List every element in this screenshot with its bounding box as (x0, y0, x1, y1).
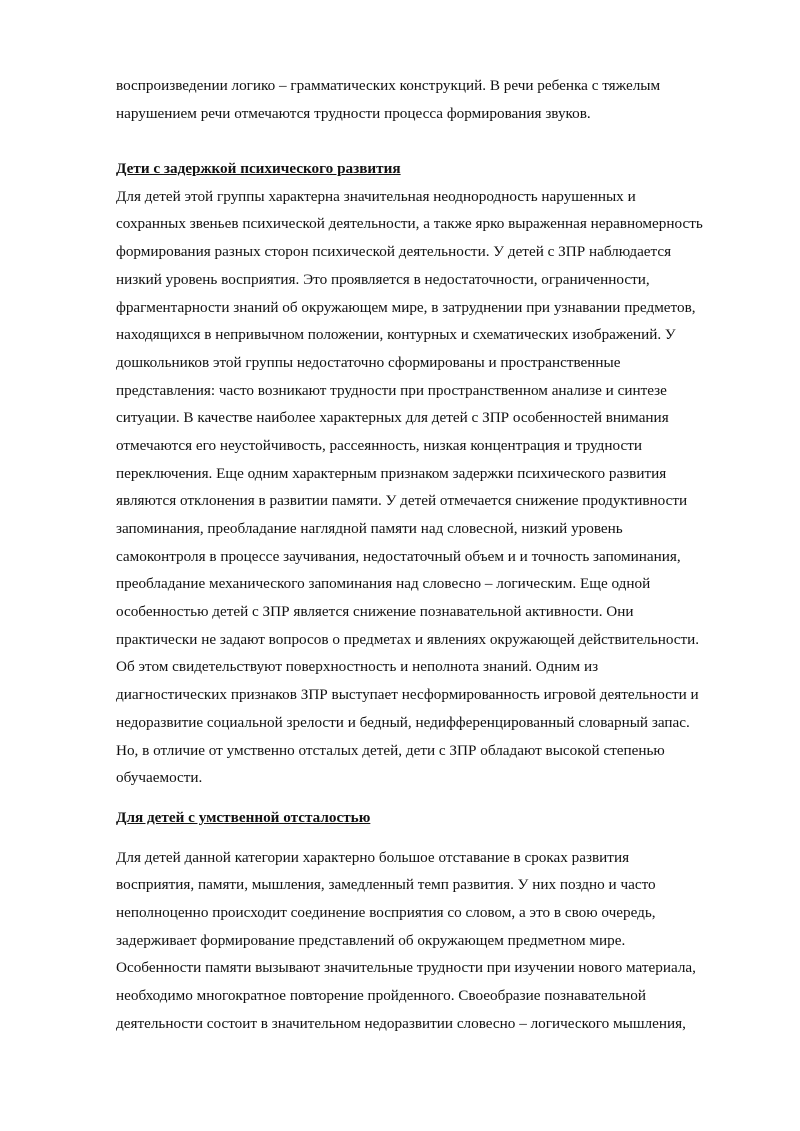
section-uo (116, 804, 748, 1038)
text-line: неполноценно происходит соединение восприятия со словом, а это в свою очередь, (116, 903, 656, 921)
text-line: дошкольников этой группы недостаточно сформированы и пространственные (116, 353, 621, 371)
document-page (116, 72, 748, 1037)
text-line: деятельности состоит в значительном недоразвитии словесно – логического мышления, (116, 1014, 686, 1032)
text-line: формирования разных сторон психической деятельности. У детей с ЗПР наблюдается (116, 243, 672, 261)
text-line: переключения. Еще одним характерным признаком задержки психического развития (116, 464, 667, 482)
section-heading-zpr: Дети с задержкой психического развития (116, 160, 401, 178)
text-line: Об этом свидетельствуют поверхностность и неполнота знаний. Одним из (116, 658, 599, 676)
text-line: Для детей данной категории характерно большое отставание в сроках развития (116, 848, 630, 866)
text-line: Для детей этой группы характерна значительная неоднородность нарушенных и (116, 187, 636, 205)
text-line: обучаемости. (116, 769, 203, 787)
text-line: являются отклонения в развитии памяти. У детей отмечается снижение продуктивности (116, 492, 688, 510)
text-line: Но, в отличие от умственно отсталых детей, дети с ЗПР обладают высокой степенью (116, 741, 665, 759)
text-line: нарушением речи отмечаются трудности процесса формирования звуков. (116, 104, 591, 122)
text-line: сохранных звеньев психической деятельности, а также ярко выраженная неравномерность (116, 215, 703, 233)
section-heading-uo: Для детей с умственной отсталостью (116, 808, 371, 826)
text-line: задерживает формирование представлений об окружающем предметном мире. (116, 931, 626, 949)
text-line: восприятия, памяти, мышления, замедленный темп развития. У них поздно и часто (116, 876, 656, 894)
intro-paragraph (116, 72, 748, 127)
text-line: находящихся в непривычном положении, контурных и схематических изображений. У (116, 326, 676, 344)
text-line: отмечаются его неустойчивость, рассеянность, низкая концентрация и трудности (116, 436, 642, 454)
text-line: практически не задают вопросов о предметах и явлениях окружающей действительности. (116, 630, 700, 648)
text-line: запоминания, преобладание наглядной памяти над словесной, низкий уровень (116, 520, 623, 537)
text-line: необходимо многократное повторение пройденного. Своеобразие познавательной (116, 987, 646, 1004)
paragraph-gap (116, 127, 748, 155)
text-line: воспроизведении логико – грамматических конструкций. В речи ребенка с тяжелым (116, 77, 661, 94)
paragraph-gap (116, 792, 748, 804)
text-line: низкий уровень восприятия. Это проявляется в недостаточности, ограниченности, (116, 270, 650, 288)
text-line: преобладание механического запоминания над словесно – логическим. Еще одной (116, 575, 651, 593)
text-line: диагностических признаков ЗПР выступает несформированность игровой деятельности и (116, 686, 699, 704)
text-line: особенностью детей с ЗПР является снижение познавательной активности. Они (116, 603, 634, 621)
text-line: недоразвитие социальной зрелости и бедный, недифференцированный словарный запас. (116, 713, 690, 731)
text-line: фрагментарности знаний об окружающем мире, в затруднении при узнавании предметов, (116, 298, 696, 316)
text-line: Особенности памяти вызывают значительные трудности при изучении нового материала, (116, 959, 696, 977)
text-line: ситуации. В качестве наиболее характерных для детей с ЗПР особенностей внимания (116, 409, 669, 427)
paragraph-gap (116, 832, 748, 844)
text-line: представления: часто возникают трудности при пространственном анализе и синтезе (116, 381, 667, 399)
text-line: самоконтроля в процессе заучивания, недостаточный объем и и точность запоминания, (116, 547, 681, 565)
section-zpr (116, 155, 748, 792)
